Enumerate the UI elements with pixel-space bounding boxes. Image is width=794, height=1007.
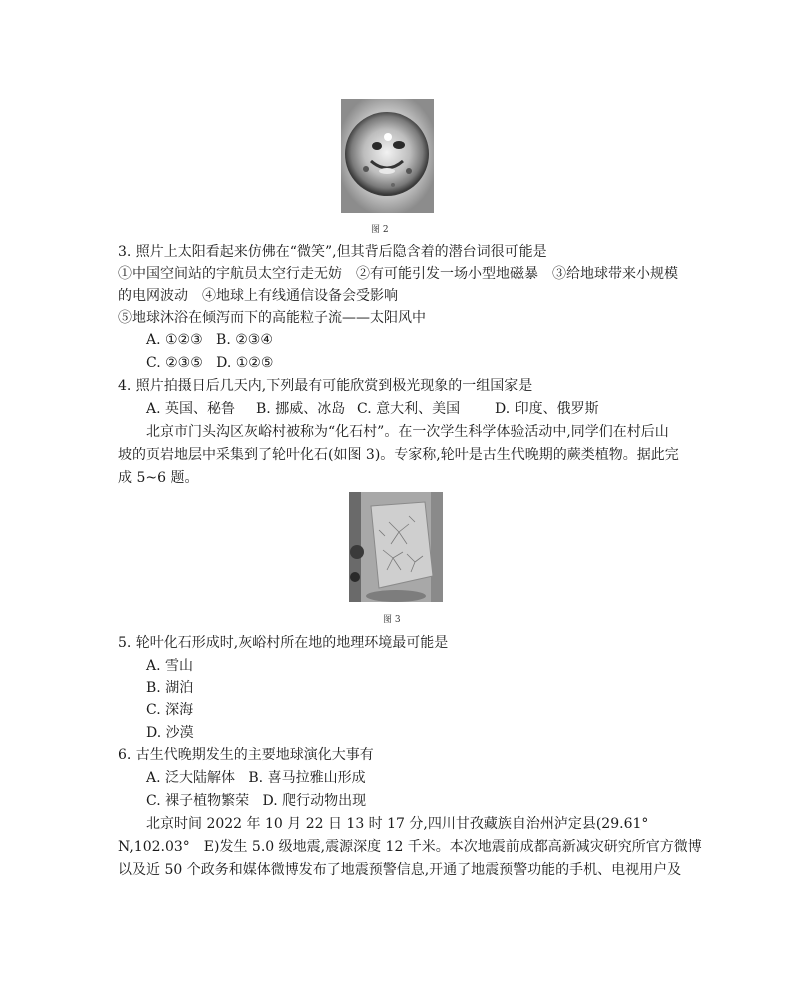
- sun-photo: [341, 99, 434, 213]
- option-a[interactable]: A. 泛大陆解体: [146, 770, 236, 786]
- option-b[interactable]: B. ②③④: [216, 332, 273, 348]
- option-d[interactable]: D. 沙漠: [146, 725, 194, 741]
- option-c[interactable]: C. ②③⑤: [146, 355, 203, 371]
- question-3-statement-line-2: 的电网波动 ④地球上有线通信设备会受影响: [118, 288, 398, 304]
- question-6-options-row-2: [146, 791, 366, 811]
- passage-1-line-3: 成 5~6 题。: [118, 470, 199, 486]
- option-b[interactable]: B. 喜马拉雅山形成: [248, 770, 366, 786]
- passage-2-line-2: N,102.03° E)发生 5.0 级地震,震源深度 12 千米。本次地震前成都高新减灾研究所官方微博: [118, 839, 702, 855]
- option-a[interactable]: A. 英国、秘鲁: [146, 401, 236, 417]
- passage-2-line-3: 以及近 50 个政务和媒体微博发布了地震预警信息,开通了地震预警功能的手机、电视用户及: [118, 862, 682, 878]
- passage-1-line-1: 北京市门头沟区灰峪村被称为“化石村”。在一次学生科学体验活动中,同学们在村后山: [146, 424, 669, 440]
- question-6-options-row-1: [146, 768, 366, 788]
- question-3-stem: 3. 照片上太阳看起来仿佛在“微笑”,但其背后隐含着的潜台词很可能是: [118, 244, 547, 260]
- fossil-image: [349, 492, 443, 602]
- option-b[interactable]: B. 湖泊: [146, 680, 194, 696]
- passage-1-line-2: 坡的页岩地层中采集到了轮叶化石(如图 3)。专家称,轮叶是古生代晚期的蕨类植物。据此完: [118, 447, 679, 463]
- option-c[interactable]: C. 意大利、美国: [357, 401, 461, 417]
- question-4-stem: 4. 照片拍摄日后几天内,下列最有可能欣赏到极光现象的一组国家是: [118, 378, 533, 394]
- question-5-stem: 5. 轮叶化石形成时,灰峪村所在地的地理环境最可能是: [118, 635, 449, 651]
- option-d[interactable]: D. 印度、俄罗斯: [495, 401, 599, 417]
- figure-2-caption: 图 2: [371, 225, 389, 235]
- fossil-photo: [349, 492, 443, 602]
- option-b[interactable]: B. 挪威、冰岛: [256, 401, 346, 417]
- option-a[interactable]: A. ①②③: [146, 332, 203, 348]
- question-3-statement-line-3: ⑤地球沐浴在倾泻而下的高能粒子流——太阳风中: [118, 310, 426, 326]
- option-d[interactable]: D. ①②⑤: [216, 355, 274, 371]
- question-3-options-row-1: [146, 330, 273, 350]
- option-a[interactable]: A. 雪山: [146, 658, 194, 674]
- question-6-stem: 6. 古生代晚期发生的主要地球演化大事有: [118, 747, 374, 763]
- question-3-statement-line-1: ①中国空间站的宇航员太空行走无妨 ②有可能引发一场小型地磁暴 ③给地球带来小规模: [118, 266, 678, 282]
- question-4-options: [146, 399, 599, 419]
- option-c[interactable]: C. 深海: [146, 702, 194, 718]
- passage-2-line-1: 北京时间 2022 年 10 月 22 日 13 时 17 分,四川甘孜藏族自治州泸定县(29.61°: [146, 816, 649, 832]
- sun-image: [341, 99, 434, 213]
- question-3-options-row-2: [146, 353, 273, 373]
- figure-3-caption: 图 3: [383, 615, 401, 625]
- option-c[interactable]: C. 裸子植物繁荣: [146, 793, 250, 809]
- option-d[interactable]: D. 爬行动物出现: [262, 793, 367, 809]
